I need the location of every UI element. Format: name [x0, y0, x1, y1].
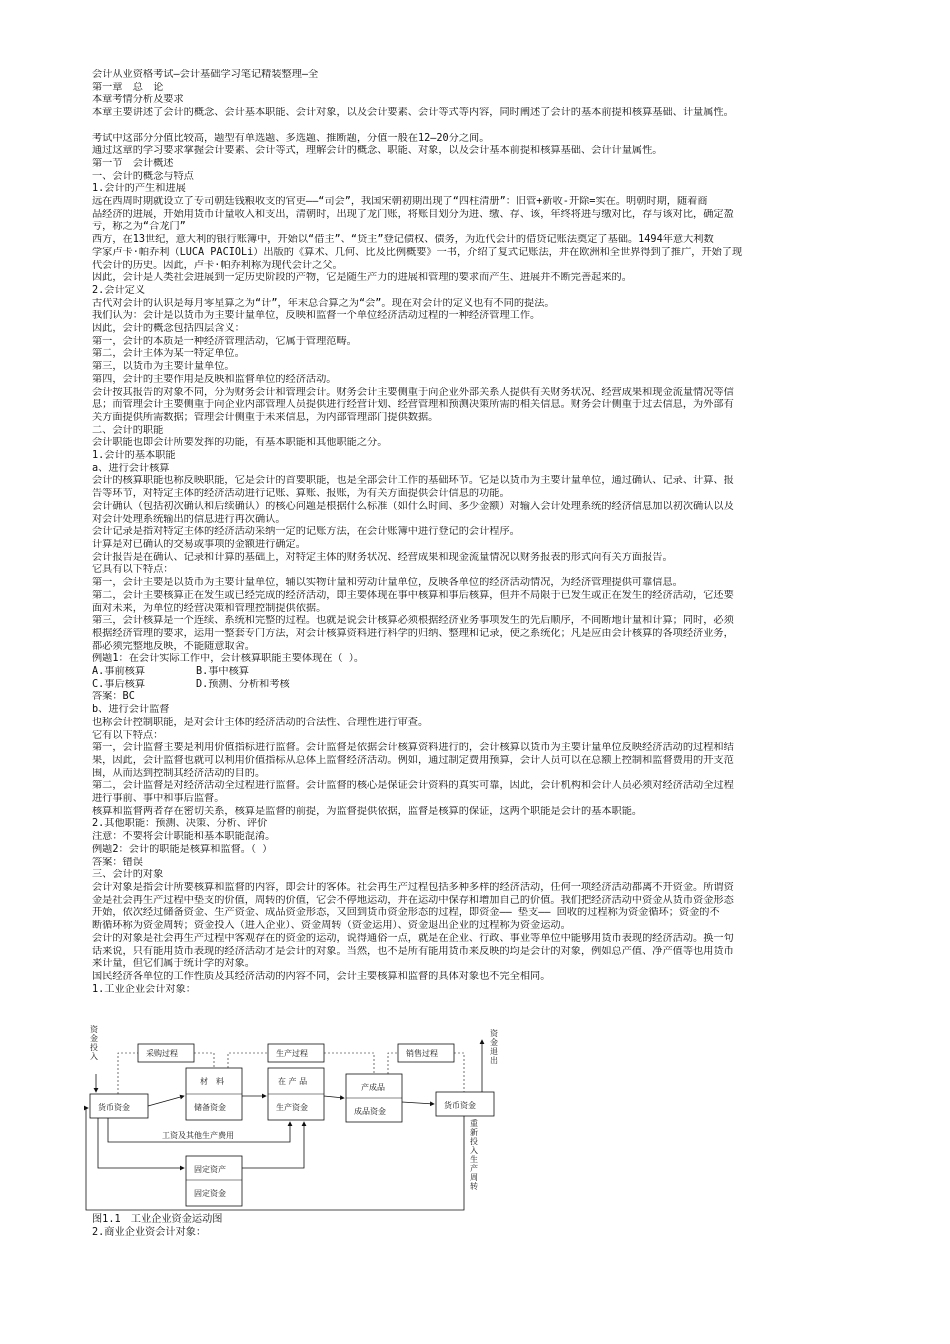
text-line: 会计确认（包括初次确认和后续确认）的核心问题是根据什么标准（如什么时间、多少金额）对输入会计处理系统的经济信息加以初次确认以及 — [92, 500, 734, 512]
text-line: 考试中这部分分值比较高，题型有单选题、多选题、推断题，分值一般在12—20分之间。 — [92, 132, 490, 144]
text-line: 会计的对象是社会再生产过程中客观存在的资金的运动，说得通俗一点，就是在企业、行政、事业等单位中能够用货币表现的经济活动。换一句 — [92, 932, 734, 944]
text-line: 答案：错误 — [92, 856, 143, 868]
text-line: 会计报告是在确认、记录和计算的基础上，对特定主体的财务状况、经营成果和现金流量情况以财务报表的形式向有关方面报告。 — [92, 551, 673, 563]
text-line: 面对未来，为单位的经营决策和管理控制提供依据。 — [92, 602, 327, 614]
text-line: 代会计的历史。因此，卢卡·帕乔利称为现代会计之父。 — [92, 259, 343, 271]
text-line: 计算是对已确认的交易或事项的金额进行确定。 — [92, 539, 306, 550]
capital-flow-svg — [78, 1022, 518, 1214]
text-line: 第一节 会计概述 — [92, 157, 174, 169]
text-line: 1.会计的产生和进展 — [92, 183, 186, 195]
text-line: 第四，会计的主要作用是反映和监督单位的经济活动。 — [92, 373, 337, 385]
material-label: 材 料 — [200, 1077, 224, 1086]
text-line: 也称会计控制职能，是对会计主体的经济活动的合法性、合理性进行审查。 — [92, 716, 429, 728]
text-line: 2.商业企业资会计对象： — [92, 1226, 207, 1238]
text-line: A.事前核算 B.事中核算 — [92, 666, 249, 678]
text-line: 会计的核算职能也称反映职能，它是会计的首要职能，也是全部会计工作的基础环节。它是以货币为主要计量单位，通过确认、记录、计算、报 — [92, 475, 734, 487]
text-line: 围，从而达到控制其经济活动的目的。 — [92, 767, 266, 779]
text-line: 本章考情分析及要求 — [92, 94, 184, 106]
text-line: C.事后核算 D.预测、分析和考核 — [92, 678, 290, 690]
text-line: 金是社会再生产过程中垫支的价值，周转的价值，它会不停地运动，并在运动中保存和增加自己的价值。我们把经济活动中资金从货币资金形态 — [92, 894, 734, 906]
text-line: 古代对会计的认识是每月零星算之为“计”，年末总合算之为“会”。现在对会计的定义也有不同的提法。 — [92, 297, 555, 309]
text-line: 西方，在13世纪，意大利的银行账簿中，开始以“借主”、“贷主”登记债权、债务，为近代会计的借贷记账法奠定了基础。1494年意大利数 — [92, 234, 714, 246]
text-line: 关方面提供所需数据；管理会计侧重于未来信息，为内部管理部门提供数据。 — [92, 411, 439, 423]
text-line: 果，因此，会计监督也就可以利用价值指标从总体上监督经济活动。例如，通过制定费用预算，会计人员可以在总额上控制和监督费用的开支范 — [92, 754, 734, 766]
sales-label: 销售过程 — [406, 1049, 438, 1058]
wip-label: 在 产 品 — [278, 1077, 308, 1086]
wages-label: 工资及其他生产费用 — [162, 1131, 234, 1140]
text-line: 第三，以货币为主要计量单位。 — [92, 361, 235, 373]
text-line: 会计按其报告的对象不同，分为财务会计和管理会计。财务会计主要侧重于向企业外部关系人提供有关财务状况、经营成果和现金流量情况等信 — [92, 386, 734, 398]
text-line: 注意：不要将会计职能和基本职能混淆。 — [92, 831, 276, 843]
capital-flow-diagram — [78, 1022, 518, 1214]
finished-fund-label: 成品资金 — [354, 1107, 386, 1116]
capital-in-label: 资金投入 — [90, 1025, 98, 1061]
text-line: 进行事前、事中和事后监督。 — [92, 793, 225, 805]
text-line: 第二，会计监督是对经济活动全过程进行监督。会计监督的核心是保证会计资料的真实可靠，因此，会计机构和会计人员必须对经济活动全过程 — [92, 780, 734, 792]
production-label: 生产过程 — [276, 1049, 308, 1058]
text-line: 第一章 总 论 — [92, 81, 164, 93]
figure-caption: 图1.1 工业企业资金运动图 — [92, 1214, 223, 1225]
text-line: 品经济的进展，开始用货币计量收入和支出，清朝时，出现了龙门账，将账目划分为进、缴、存、该，年终将进与缴对比，存与该对比，确定盈 — [92, 208, 734, 220]
text-line: 1.工业企业会计对象： — [92, 983, 196, 995]
text-line: 例题1：在会计实际工作中，会计核算职能主要体现在（ ）。 — [92, 653, 365, 665]
text-line: 2.其他职能：预测、决策、分析、评价 — [92, 818, 268, 830]
text-line: 对会计处理系统输出的信息进行再次确认。 — [92, 513, 286, 525]
document-tail — [92, 1214, 910, 1239]
cash-fund-right-label: 货币资金 — [444, 1101, 476, 1110]
text-line: 通过这章的学习要求掌握会计要素、会计等式，理解会计的概念、职能、对象，以及会计基本前提和核算基础、会计计量属性。 — [92, 145, 663, 157]
capital-out-label: 资金退出 — [490, 1029, 498, 1065]
reserve-label: 储备资金 — [194, 1103, 226, 1112]
fixed-asset-box — [186, 1156, 242, 1206]
text-line: 第二，会计主体为某一特定单位。 — [92, 348, 245, 360]
text-line: 国民经济各单位的工作性质及其经济活动的内容不同，会计主要核算和监督的具体对象也不完全相同。 — [92, 970, 551, 982]
text-line: 开始，依次经过储备资金、生产资金、成品资金形态，又回到货币资金形态的过程，即资金—— 垫支—— 回收的过程称为资金循环；资金的不 — [92, 907, 720, 919]
reinvest-label: 重新投入生产周转 — [470, 1119, 478, 1191]
text-line: 2.会计定义 — [92, 284, 146, 296]
text-line: 第一，会计监督主要是利用价值指标进行监督。会计监督是依据会计核算资料进行的，会计核算以货币为主要计量单位反映经济活动的过程和结 — [92, 742, 734, 754]
text-line: 第一，会计的本质是一种经济管理活动，它属于管理范畴。 — [92, 335, 357, 347]
text-line: b、进行会计监督 — [92, 704, 170, 716]
text-line: 会计从业资格考试—会计基础学习笔记精装整理—全 — [92, 69, 319, 80]
text-line: 亏，称之为“合龙门” — [92, 221, 186, 233]
text-line: 因此，会计的概念包括四层含义： — [92, 323, 245, 335]
text-line: 第二，会计主要核算正在发生或已经完成的经济活动，即主要体现在事中核算和事后核算，但并不局限于已发生或正在发生的经济活动，它还要 — [92, 589, 734, 601]
finished-label: 产成品 — [361, 1083, 385, 1092]
text-line: 二、会计的职能 — [92, 424, 164, 436]
text-line: 1.会计的基本职能 — [92, 450, 176, 462]
text-line: 告等环节，对特定主体的经济活动进行记账、算账、报账，为有关方面提供会计信息的功能。 — [92, 488, 510, 500]
text-line: 断循环称为资金周转；资金投入（进入企业）、资金周转（资金运用）、资金退出企业的过程称为资金运动。 — [92, 920, 571, 932]
text-line: 它具有以下特点： — [92, 564, 174, 576]
cash-fund-left-label: 货币资金 — [98, 1103, 130, 1112]
text-line: 本章主要讲述了会计的概念、会计基本职能、会计对象，以及会计要素、会计等式等内容，同时阐述了会计的基本前提和核算基础、计量属性。 — [92, 107, 734, 119]
document-body — [92, 69, 910, 996]
text-line: 会计职能也即会计所要发挥的功能，有基本职能和其他职能之分。 — [92, 437, 388, 449]
text-line: 答案：BC — [92, 691, 135, 703]
text-line: 根据经济管理的要求，运用一整套专门方法，对会计核算资料进行科学的归纳、整理和记录，使之系统化；凡是应由会计核算的各项经济业务， — [92, 627, 734, 639]
text-line: 我们认为：会计是以货币为主要计量单位，反映和监督一个单位经济活动过程的一种经济管理工作。 — [92, 310, 541, 322]
text-line: 话来说，只有能用货币表现的经济活动才是会计的对象。当然，也不是所有能用货币来反映的均是会计的对象，例如总产值、净产值等也用货币 — [92, 945, 734, 957]
text-line: 核算和监督两者存在密切关系，核算是监督的前提，为监督提供依据，监督是核算的保证，这两个职能是会计的基本职能。 — [92, 805, 643, 817]
text-line: 例题2：会计的职能是核算和监督。（ ） — [92, 843, 273, 855]
text-line: 会计对象是指会计所要核算和监督的内容，即会计的客体。社会再生产过程包括多种多样的经济活动，任何一项经济活动都离不开资金。所谓资 — [92, 881, 734, 893]
text-line: a、进行会计核算 — [92, 462, 170, 474]
text-line: 第三，会计核算是一个连续、系统和完整的过程。也就是说会计核算必须根据经济业务事项发生的先后顺序，不间断地计量和计算；同时，必须 — [92, 615, 734, 627]
prod-fund-label: 生产资金 — [276, 1103, 308, 1112]
procure-label: 采购过程 — [146, 1049, 178, 1058]
text-line: 都必须完整地反映，不能随意取舍。 — [92, 640, 255, 652]
text-line: 第一，会计主要是以货币为主要计量单位，辅以实物计量和劳动计量单位，反映各单位的经济活动情况，为经济管理提供可靠信息。 — [92, 577, 683, 589]
text-line: 远在西周时期就设立了专司朝廷钱粮收支的官吏——“司会”，我国宋朝初期出现了“四柱清册”：旧管+新收-开除=实在。明朝时期，随着商 — [92, 196, 708, 208]
text-line — [92, 120, 910, 133]
text-line: 它有以下特点： — [92, 729, 164, 741]
fixed-fund-label: 固定资金 — [194, 1189, 226, 1198]
text-line: 学家卢卡·帕乔利（LUCA PACIOLi）出版的《算术、几何、比及比例概要》一书，介绍了复式记账法，并在欧洲和全世界得到了推广，开始了现 — [92, 246, 743, 258]
text-line: 一、会计的概念与特点 — [92, 170, 194, 182]
text-line: 会计记录是指对特定主体的经济活动采纳一定的记账方法，在会计账簿中进行登记的会计程序。 — [92, 526, 520, 538]
text-line: 息；而管理会计主要侧重于向企业内部管理人员提供进行经营计划、经营管理和预测决策所需的相关信息。财务会计侧重于过去信息，为外部有 — [92, 399, 734, 411]
text-line: 三、会计的对象 — [92, 869, 164, 881]
text-line: 因此，会计是人类社会进展到一定历史阶段的产物，它是随生产力的进展和管理的要求而产生、进展并不断完善起来的。 — [92, 272, 632, 284]
text-line: 来计量，但它们属于统计学的对象。 — [92, 958, 255, 970]
fixed-asset-label: 固定资产 — [194, 1165, 226, 1174]
